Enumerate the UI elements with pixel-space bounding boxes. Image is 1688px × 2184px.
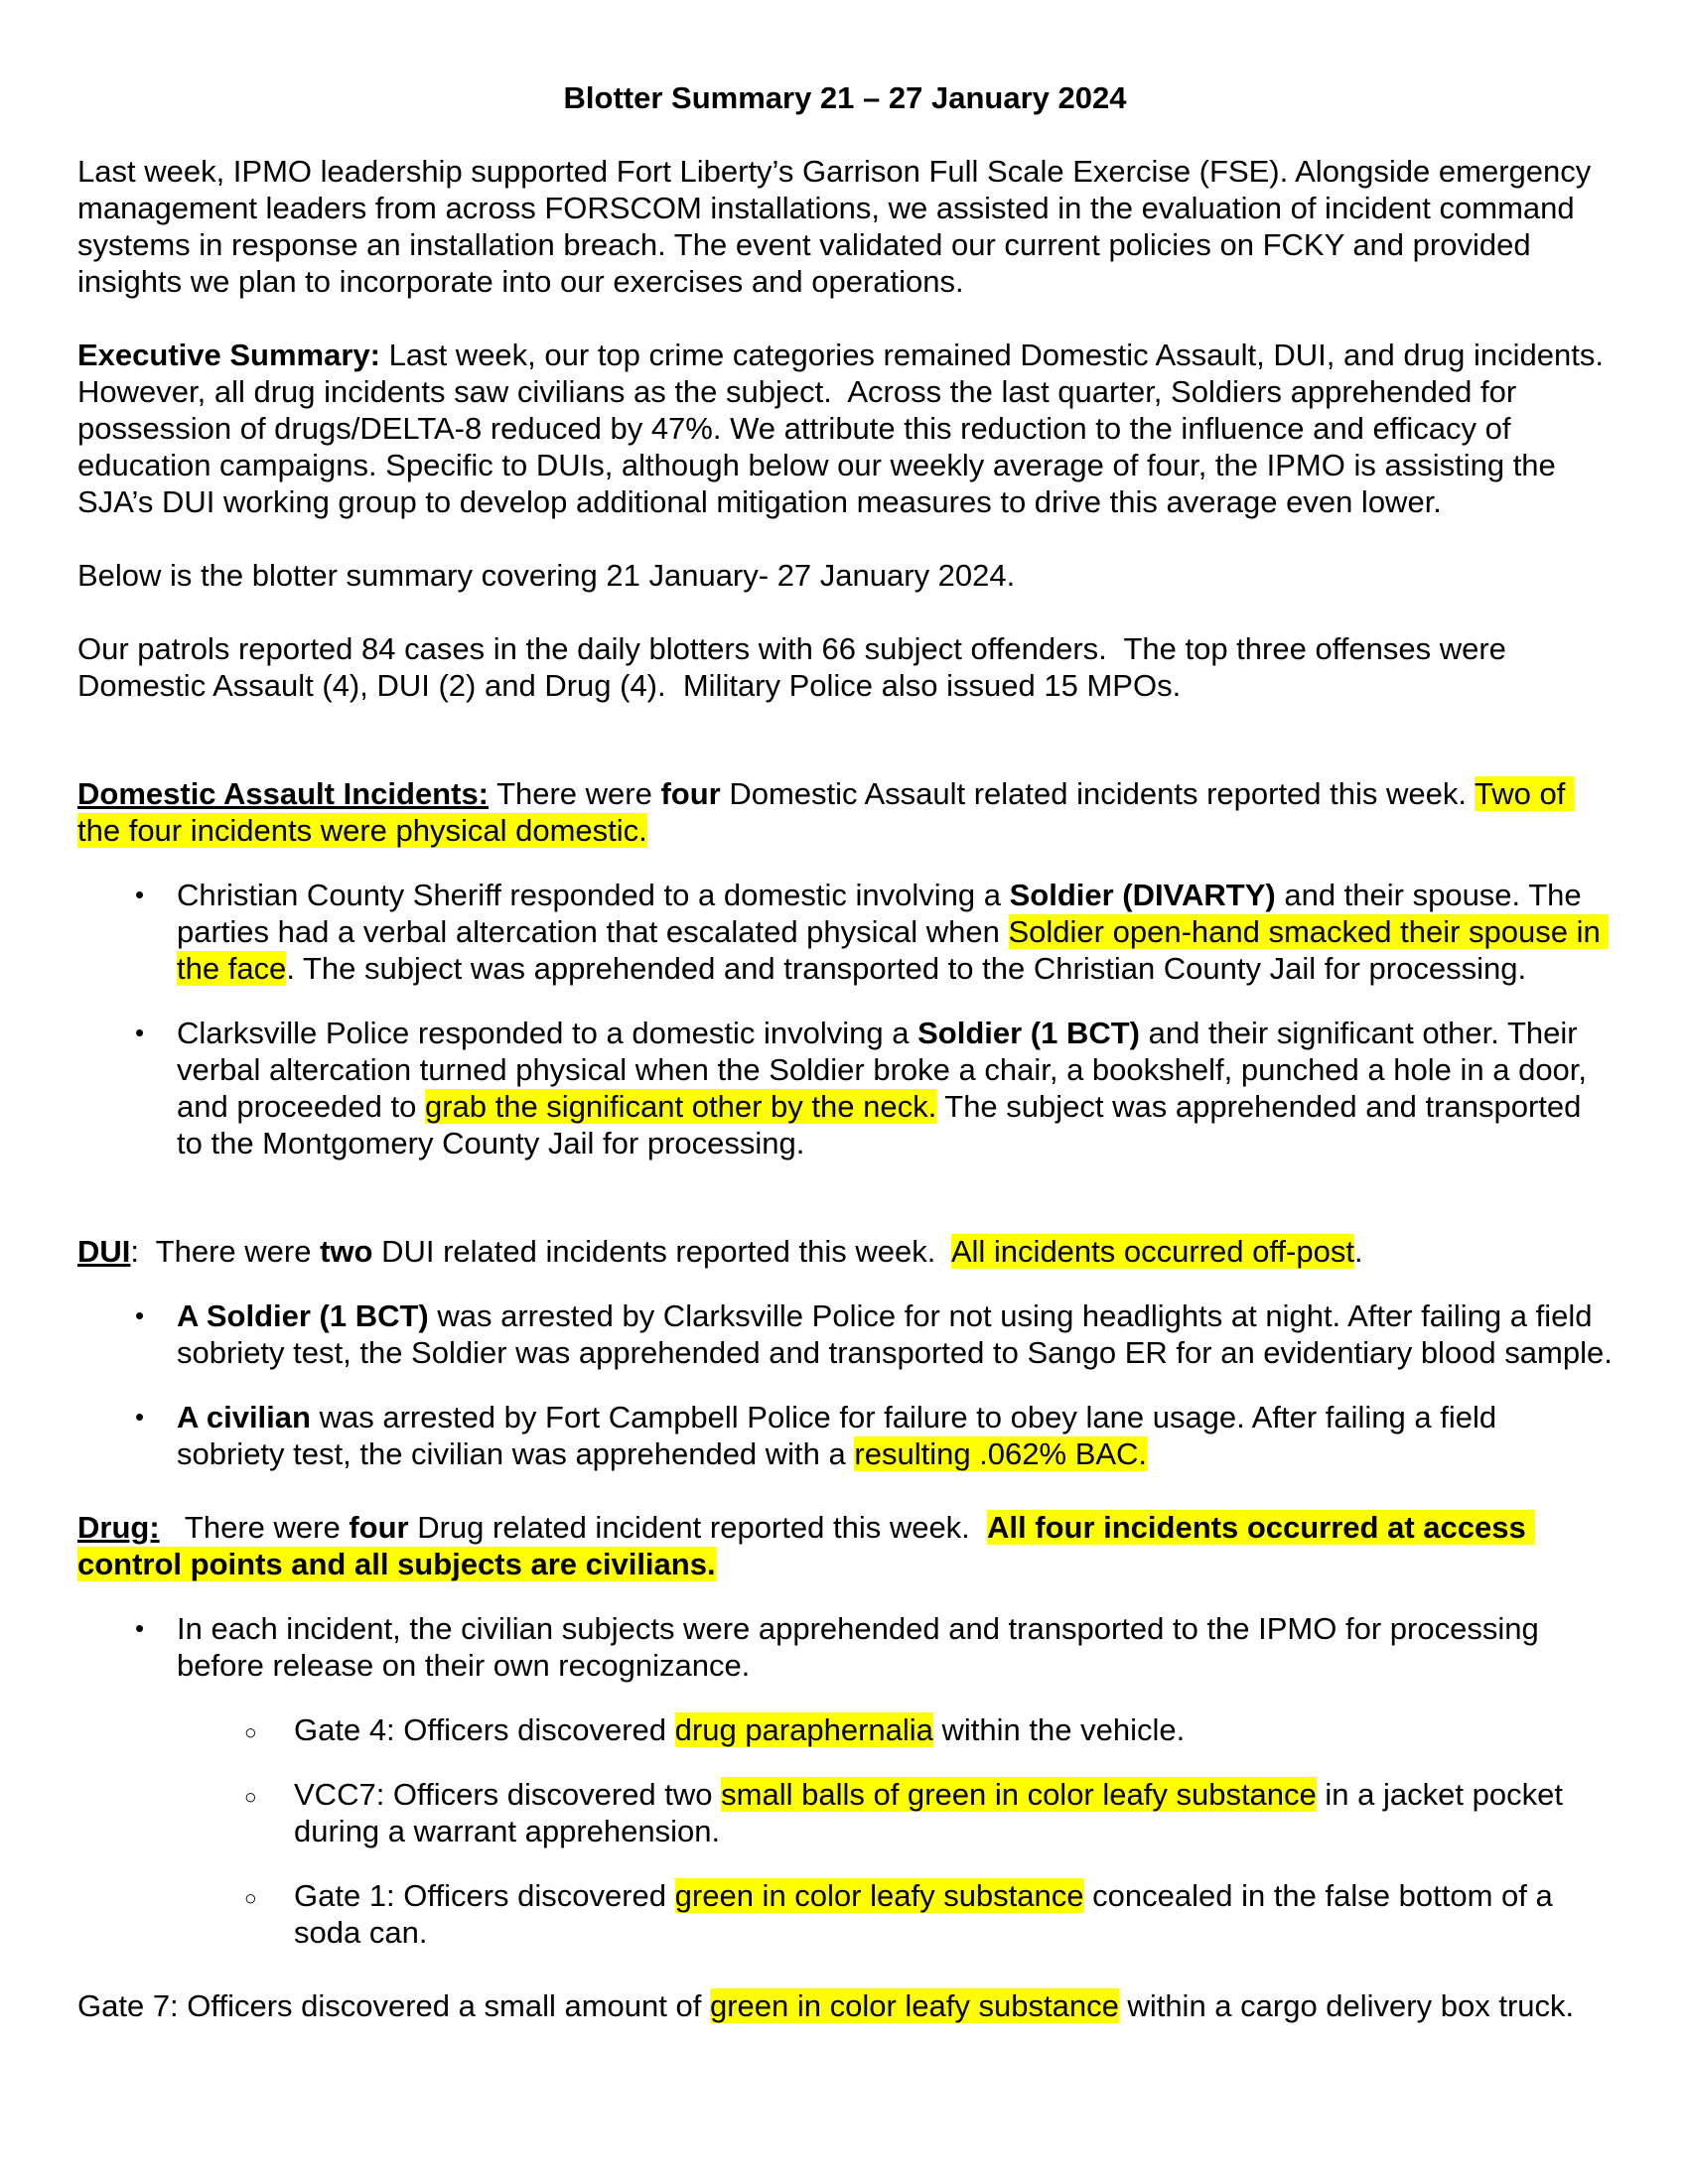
bullet-icon: • — [135, 1018, 145, 1047]
bullet-icon: • — [135, 880, 145, 909]
drug-sub-bullet-gate1: ○ Gate 1: Officers discovered green in color leafy substance concealed in the false bottom of a soda can. — [244, 1878, 1562, 1950]
highlighted-text: small balls of green in color leafy substance — [721, 1777, 1317, 1812]
bullet-icon: • — [135, 1613, 145, 1643]
drug-sub-bullet-vcc7: ○ VCC7: Officers discovered two small balls of green in color leafy substance in a jacket pocket during a warrant apprehension. — [244, 1777, 1572, 1848]
circle-bullet-icon: ○ — [244, 1786, 257, 1809]
closing-gate7-paragraph: Gate 7: Officers discovered a small amount of green in color leafy substance within a cargo delivery box truck. — [77, 1988, 1575, 2023]
dui-bullet-1: • A Soldier (1 BCT) was arrested by Clarksville Police for not using headlights at night. After failing a field sobriety test, the Soldier was apprehended and transported to Sango ER for an evidentiary blood sample. — [135, 1298, 1613, 1370]
dui-heading-label: DUI — [77, 1234, 131, 1269]
highlighted-text: Soldier open-hand smacked their spouse in the face — [177, 914, 1610, 986]
highlighted-text: All four incidents occurred at access control points and all subjects are civilians. — [77, 1510, 1535, 1581]
coverage-note-paragraph: Below is the blotter summary covering 21 January- 27 January 2024. — [77, 558, 1016, 593]
circle-bullet-icon: ○ — [244, 1887, 257, 1910]
executive-summary-label: Executive Summary: — [77, 338, 380, 372]
domestic-assault-bullet-2: • Clarksville Police responded to a domestic involving a Soldier (1 BCT) and their significant other. Their verbal altercation turned physical when the Soldier broke a chair, a bookshelf, punched a hole in a door, and proceeded to grab the significant other by the neck. The subject was apprehended and transported to the Montgomery County Jail for processing. — [135, 1016, 1596, 1160]
highlighted-text: green in color leafy substance — [709, 1988, 1119, 2023]
executive-summary-text: Last week, our top crime categories remained Domestic Assault, DUI, and drug incidents. However, all drug incidents saw civilians as the subject. Across the last quarter, Soldiers apprehended for possession of drugs/DELTA-8 reduced by 47%. We attribute this reduction to the influence and efficacy of education campaigns. Specific to DUIs, although below our weekly average of four, the IPMO is assisting the SJA’s DUI working group to develop additional mitigation measures to drive this average even lower. — [77, 338, 1621, 519]
page-title: Blotter Summary 21 – 27 January 2024 — [563, 80, 1127, 115]
highlighted-text: drug paraphernalia — [674, 1712, 933, 1747]
domestic-assault-bullet-1: • Christian County Sheriff responded to a domestic involving a Soldier (DIVARTY) and their spouse. The parties had a verbal altercation that escalated physical when Soldier open-hand smacked their spouse in the face. The subject was apprehended and transported to the Christian County Jail for processing. — [135, 878, 1610, 986]
highlighted-text: green in color leafy substance — [674, 1878, 1084, 1913]
dui-bullet-2: • A civilian was arrested by Fort Campbell Police for failure to obey lane usage. After failing a field sobriety test, the civilian was apprehended with a resulting .062% BAC. — [135, 1400, 1505, 1471]
executive-summary-paragraph — [77, 337, 1621, 520]
drug-heading: Drug: There were four Drug related incident reported this week. All four incidents occurred at access control points and all subjects are civilians. — [77, 1510, 1535, 1581]
bullet-icon: • — [135, 1300, 145, 1330]
patrol-stats-paragraph: Our patrols reported 84 cases in the daily blotters with 66 subject offenders. The top three offenses were Domestic Assault (4), DUI (2) and Drug (4). Military Police also issued 15 MPOs. — [77, 631, 1515, 703]
bullet-icon: • — [135, 1402, 145, 1432]
highlighted-text: Two of the four incidents were physical domestic. — [77, 776, 1574, 848]
intro-paragraph: Last week, IPMO leadership supported Fort Liberty’s Garrison Full Scale Exercise (FSE). Alongside emergency management leaders from across FORSCOM installations, we assisted in the evaluation of incident command systems in response an installation breach. The event validated our current policies on FCKY and provided insights we plan to incorporate into our exercises and operations. — [77, 154, 1600, 299]
highlighted-text: All incidents occurred off-post — [950, 1234, 1354, 1269]
highlighted-text: grab the significant other by the neck. — [424, 1089, 937, 1124]
domestic-assault-heading-label: Domestic Assault Incidents: — [77, 776, 490, 811]
circle-bullet-icon: ○ — [244, 1721, 257, 1744]
drug-bullet: • In each incident, the civilian subjects were apprehended and transported to the IPMO for processing before release on their own recognizance. — [135, 1611, 1548, 1683]
domestic-assault-heading: Domestic Assault Incidents: There were four Domestic Assault related incidents reported this week. Two of the four incidents were physical domestic. — [77, 776, 1574, 848]
drug-heading-label: Drug: — [77, 1510, 160, 1545]
drug-sub-bullet-gate4: ○ Gate 4: Officers discovered drug paraphernalia within the vehicle. — [77, 1711, 1613, 1748]
highlighted-text: resulting .062% BAC. — [854, 1436, 1148, 1471]
dui-heading: DUI: There were two DUI related incidents reported this week. All incidents occurred off-post. — [77, 1234, 1363, 1269]
